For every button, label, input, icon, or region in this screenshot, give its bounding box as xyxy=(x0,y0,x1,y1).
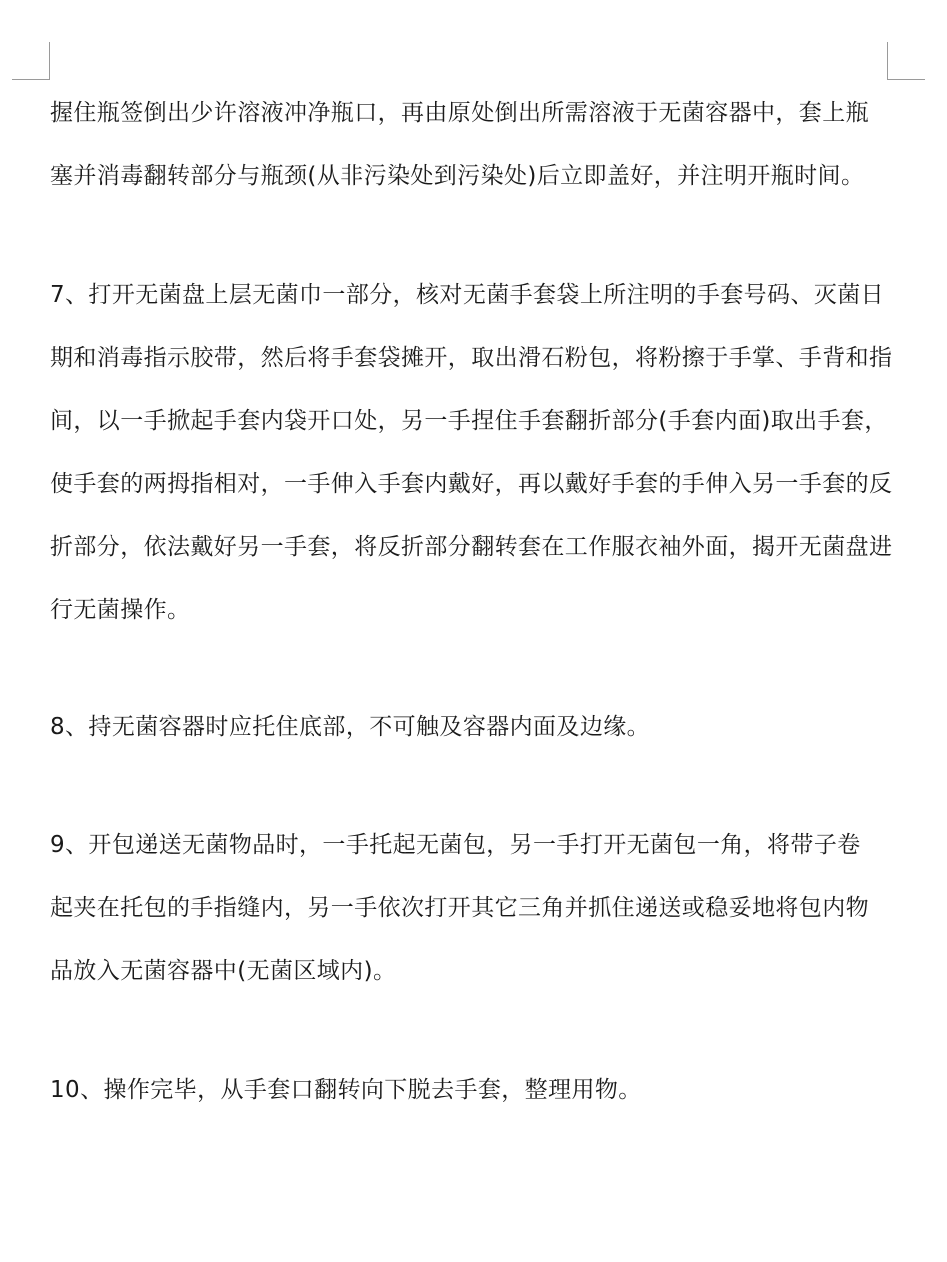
paragraph-continuation: 握住瓶签倒出少许溶液冲净瓶口，再由原处倒出所需溶液于无菌容器中，套上瓶塞并消毒翻转部分与瓶颈(从非污染处到污染处)后立即盖好，并注明开瓶时间。 xyxy=(50,100,869,189)
paragraph-step-9: 9、开包递送无菌物品时，一手托起无菌包，另一手打开无菌包一角，将带子卷起夹在托包的手指缝内，另一手依次打开其它三角并抓住递送或稳妥地将包内物品放入无菌容器中(无菌区域内)。 xyxy=(50,832,869,984)
paragraph-step-10: 10、操作完毕，从手套口翻转向下脱去手套，整理用物。 xyxy=(50,1077,642,1103)
paragraph-step-7: 7、打开无菌盘上层无菌巾一部分，核对无菌手套袋上所注明的手套号码、灭菌日期和消毒指示胶带，然后将手套袋摊开，取出滑石粉包，将粉擦于手掌、手背和指间，以一手掀起手套内袋开口处，另一手捏住手套翻折部分(手套内面)取出手套，使手套的两拇指相对，一手伸入手套内戴好，再以戴好手套的手伸入另一手套的反折部分，依法戴好另一手套，将反折部分翻转套在工作服衣袖外面，揭开无菌盘进行无菌操作。 xyxy=(50,282,893,623)
paragraph-step-8: 8、持无菌容器时应托住底部，不可触及容器内面及边缘。 xyxy=(50,714,651,740)
top-left-crop-mark xyxy=(12,42,50,80)
document-body xyxy=(50,82,895,1122)
top-right-crop-mark xyxy=(887,42,925,80)
